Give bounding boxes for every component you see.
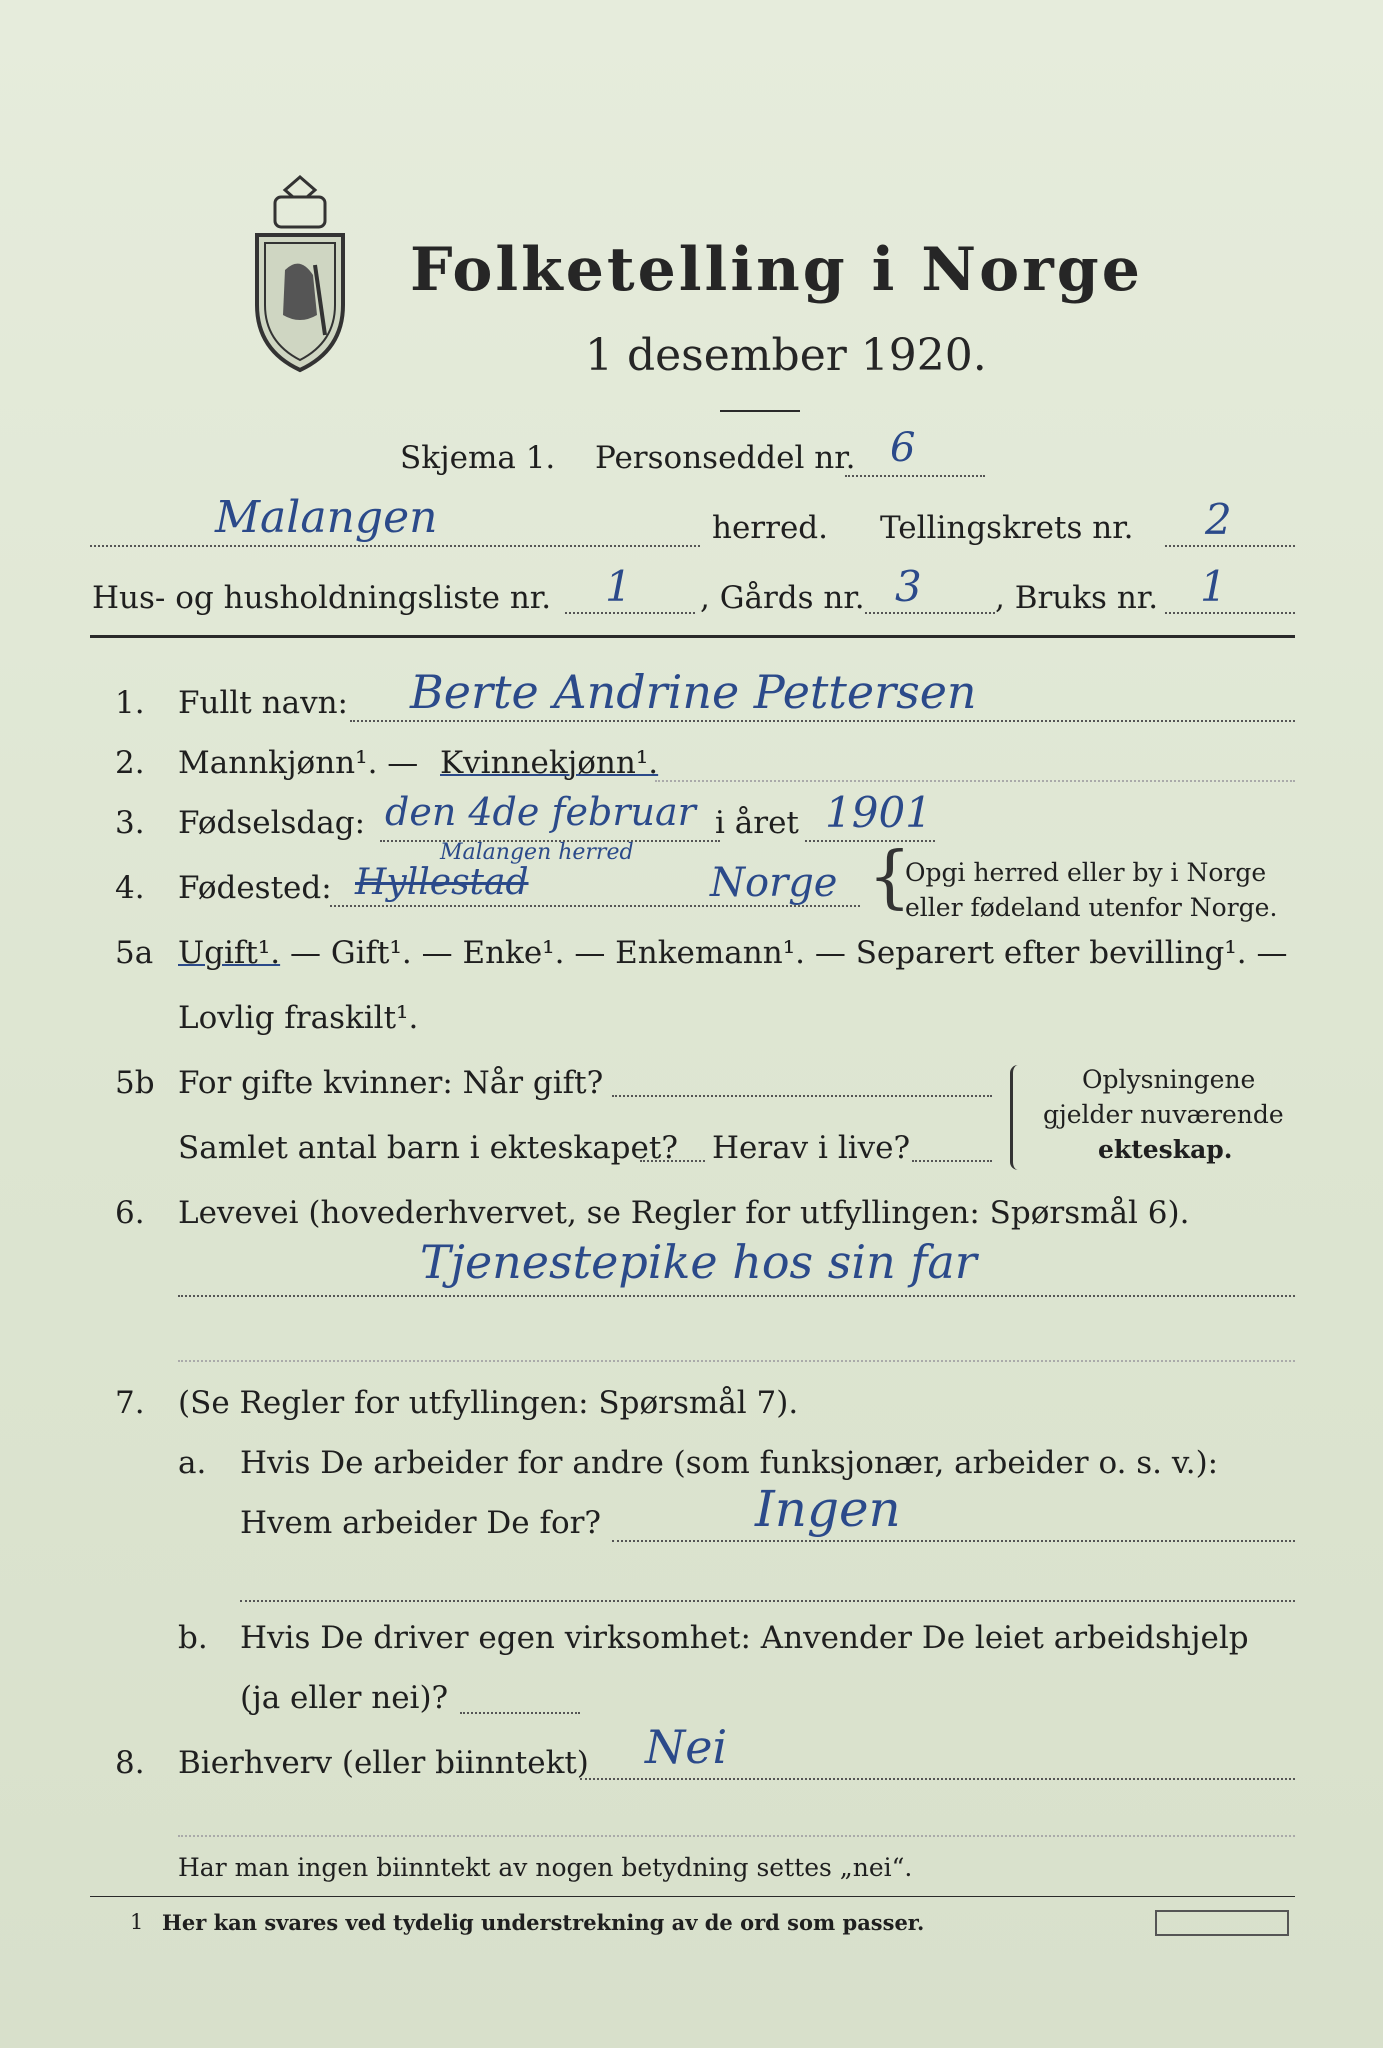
- q7a-value: Ingen: [755, 1480, 901, 1538]
- q6-label: Levevei (hovederhvervet, se Regler for utfyllingen: Spørsmål 6).: [178, 1195, 1190, 1231]
- q7-label: (Se Regler for utfyllingen: Spørsmål 7).: [178, 1385, 799, 1421]
- q5b-note-2: gjelder nuværende: [1043, 1100, 1284, 1129]
- title-divider: [720, 410, 800, 412]
- hus-value: 1: [605, 562, 632, 611]
- hus-line: [565, 612, 695, 614]
- q7a-line: [612, 1540, 1295, 1542]
- gards-value: 3: [895, 562, 922, 611]
- q7b-line: [460, 1712, 580, 1714]
- tellingskrets-line: [1165, 545, 1295, 547]
- q2-line: [655, 780, 1295, 782]
- q8-line-2: [178, 1835, 1295, 1837]
- q6-number: 6.: [115, 1195, 145, 1231]
- q5b-number: 5b: [115, 1065, 155, 1101]
- q7a-number: a.: [178, 1445, 207, 1481]
- q1-number: 1.: [115, 685, 145, 721]
- q6-value: Tjenestepike hos sin far: [420, 1235, 977, 1289]
- hus-label: Hus- og husholdningsliste nr.: [92, 580, 552, 616]
- q8-line: [580, 1778, 1295, 1780]
- q4-number: 4.: [115, 870, 145, 906]
- q7a-label: Hvis De arbeider for andre (som funksjonær, arbeider o. s. v.):: [240, 1445, 1219, 1481]
- q7a-label-2: Hvem arbeider De for?: [240, 1505, 602, 1541]
- q6-line-2: [178, 1360, 1295, 1362]
- herred-label: herred.: [712, 510, 828, 546]
- q5b-label-2: Samlet antal barn i ekteskapet?: [178, 1130, 678, 1166]
- q7-number: 7.: [115, 1385, 145, 1421]
- q1-label: Fullt navn:: [178, 685, 348, 721]
- q7a-line-2: [240, 1600, 1295, 1602]
- gards-label: , Gårds nr.: [700, 580, 865, 616]
- q5b-line-2: [640, 1160, 705, 1162]
- herred-value: Malangen: [215, 492, 438, 543]
- q3-year-label: i året: [715, 805, 799, 841]
- coat-of-arms-icon: [245, 175, 355, 375]
- q4-value-country: Norge: [710, 860, 838, 906]
- q6-line: [178, 1295, 1295, 1297]
- gards-line: [865, 612, 995, 614]
- q3-year: 1901: [825, 788, 932, 837]
- q3-label: Fødselsdag:: [178, 805, 366, 841]
- footer-note: Har man ingen biinntekt av nogen betydning settes „nei“.: [178, 1853, 913, 1882]
- herred-line: [90, 545, 700, 547]
- q2-number: 2.: [115, 745, 145, 781]
- bruks-line: [1165, 612, 1295, 614]
- q5b-bracket: [1010, 1065, 1021, 1170]
- q5b-note-1: Oplysningene: [1082, 1065, 1256, 1094]
- q1-value: Berte Andrine Pettersen: [410, 665, 977, 719]
- q2-female: Kvinnekjønn¹.: [440, 745, 659, 781]
- q4-note-1: Opgi herred eller by i Norge: [905, 858, 1267, 887]
- q7b-number: b.: [178, 1620, 208, 1656]
- form-title: Folketelling i Norge: [410, 235, 1143, 305]
- tellingskrets-value: 2: [1205, 495, 1232, 544]
- q7b-label: Hvis De driver egen virksomhet: Anvender De leiet arbeidshjelp: [240, 1620, 1249, 1656]
- q4-brace: {: [868, 838, 912, 917]
- q4-value-struck: Hyllestad: [355, 862, 529, 903]
- tellingskrets-label: Tellingskrets nr.: [880, 510, 1134, 546]
- personseddel-label: Personseddel nr.: [595, 440, 856, 476]
- skjema-label: Skjema 1.: [400, 440, 556, 476]
- footnote-text: Her kan svares ved tydelig understrekning av de ord som passer.: [162, 1910, 925, 1935]
- bruks-label: , Bruks nr.: [995, 580, 1159, 616]
- q5b-line-1: [612, 1095, 992, 1097]
- q3-day: den 4de februar: [385, 790, 696, 834]
- footnote-number: 1: [130, 1910, 144, 1934]
- q4-label: Fødested:: [178, 870, 332, 906]
- q8-value: Nei: [645, 1720, 728, 1774]
- q5a-ugift: Ugift¹.: [178, 935, 281, 971]
- q7b-label-2: (ja eller nei)?: [240, 1680, 449, 1716]
- q5b-label-3: Herav i live?: [712, 1130, 911, 1166]
- printer-stamp: [1155, 1910, 1289, 1936]
- footer-divider: [90, 1896, 1295, 1897]
- personseddel-value: 6: [890, 425, 916, 471]
- q5b-line-3: [912, 1160, 992, 1162]
- q5a-options: — Gift¹. — Enke¹. — Enkemann¹. — Separert efter bevilling¹. —: [290, 935, 1288, 971]
- bruks-value: 1: [1200, 562, 1227, 611]
- q3-number: 3.: [115, 805, 145, 841]
- q8-number: 8.: [115, 1745, 145, 1781]
- q5a-line2: Lovlig fraskilt¹.: [178, 1000, 419, 1036]
- q8-label: Bierhverv (eller biinntekt): [178, 1745, 589, 1781]
- section-divider: [90, 635, 1295, 638]
- q5b-label-1: For gifte kvinner: Når gift?: [178, 1065, 604, 1101]
- q4-value-above: Malangen herred: [440, 840, 634, 865]
- q5a-number: 5a: [115, 935, 154, 971]
- q1-line: [350, 720, 1295, 722]
- q4-note-2: eller fødeland utenfor Norge.: [905, 893, 1278, 922]
- personseddel-line: [845, 475, 985, 477]
- census-date: 1 desember 1920.: [585, 330, 987, 381]
- q2-male: Mannkjønn¹. —: [178, 745, 419, 781]
- q5b-note-3: ekteskap.: [1098, 1135, 1233, 1164]
